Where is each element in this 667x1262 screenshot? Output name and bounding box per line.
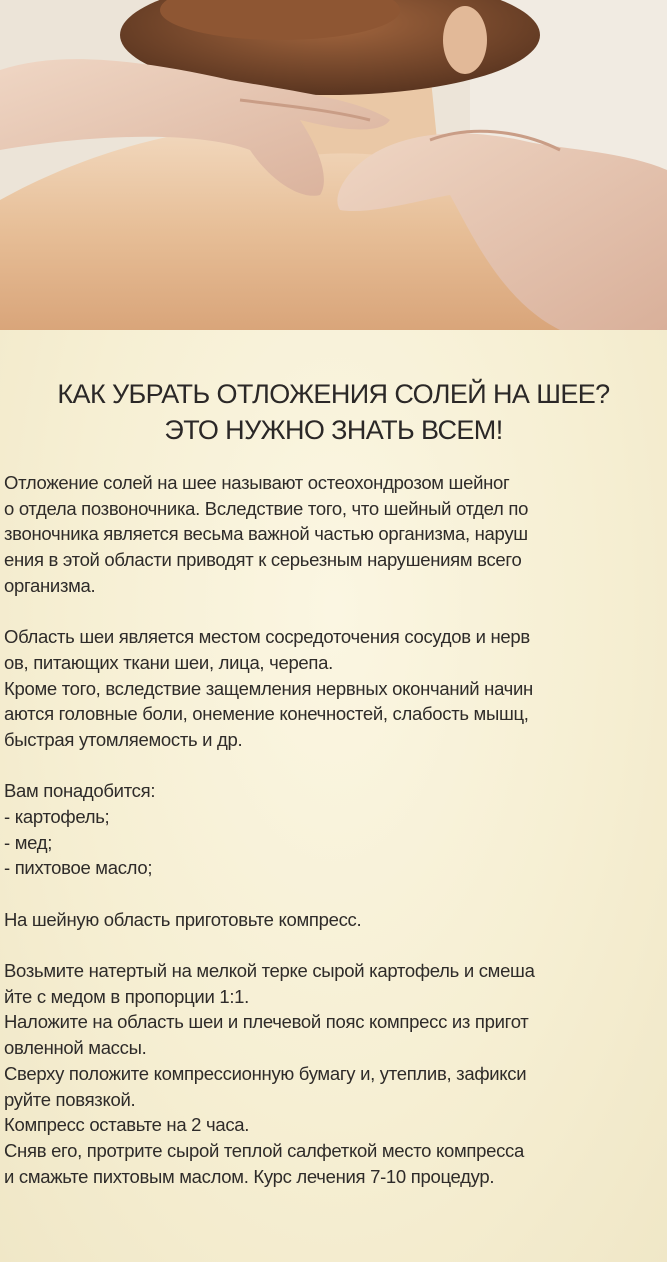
text-line: На шейную область приготовьте компресс. — [4, 908, 362, 930]
paragraph-compress — [4, 907, 667, 933]
paragraph-symptoms — [4, 624, 667, 752]
text-line: ения в этой области приводят к серьезным нарушениям всего — [4, 549, 522, 571]
text-line: быстрая утомляемость и др. — [4, 728, 243, 750]
massage-photo — [0, 0, 667, 330]
text-line: и смажьте пихтовым маслом. Курс лечения 7-10 процедур. — [4, 1165, 495, 1187]
paragraph-instructions — [4, 958, 667, 1189]
text-line: Область шеи является местом сосредоточения сосудов и нерв — [4, 626, 530, 648]
text-line: Наложите на область шеи и плечевой пояс компресс из пригот — [4, 1011, 529, 1033]
ingredient-item: - пихтовое масло; — [4, 857, 153, 879]
text-line: ов, питающих ткани шеи, лица, черепа. — [4, 651, 333, 673]
title-line-1: КАК УБРАТЬ ОТЛОЖЕНИЯ СОЛЕЙ НА ШЕЕ? — [57, 379, 610, 409]
paragraph-intro — [4, 470, 667, 598]
text-line: Кроме того, вследствие защемления нервных окончаний начин — [4, 677, 533, 699]
text-line: Сверху положите компрессионную бумагу и, утеплив, зафикси — [4, 1062, 527, 1084]
neck-massage-illustration — [0, 0, 667, 330]
text-line: руйте повязкой. — [4, 1088, 136, 1110]
text-line: о отдела позвоночника. Вследствие того, что шейный отдел по — [4, 497, 529, 519]
text-line: Возьмите натертый на мелкой терке сырой картофель и смеша — [4, 960, 535, 982]
article-body — [4, 470, 667, 1215]
text-line: Отложение солей на шее называют остеохондрозом шейног — [4, 472, 510, 493]
article-title — [20, 376, 647, 448]
title-line-2: ЭТО НУЖНО ЗНАТЬ ВСЕМ! — [164, 415, 503, 445]
text-line: овленной массы. — [4, 1037, 147, 1059]
text-line: Вам понадобится: — [4, 780, 156, 802]
ingredient-item: - картофель; — [4, 805, 110, 827]
ingredient-item: - мед; — [4, 831, 53, 853]
text-line: йте с медом в пропорции 1:1. — [4, 985, 249, 1007]
text-line: звоночника является весьма важной частью организма, наруш — [4, 523, 528, 545]
text-line: организма. — [4, 574, 96, 596]
text-line: Компресс оставьте на 2 часа. — [4, 1114, 250, 1136]
paragraph-ingredients — [4, 778, 667, 881]
text-line: аются головные боли, онемение конечностей, слабость мышц, — [4, 703, 529, 725]
article-card — [0, 330, 667, 1262]
text-line: Сняв его, протрите сырой теплой салфеткой место компресса — [4, 1139, 524, 1161]
